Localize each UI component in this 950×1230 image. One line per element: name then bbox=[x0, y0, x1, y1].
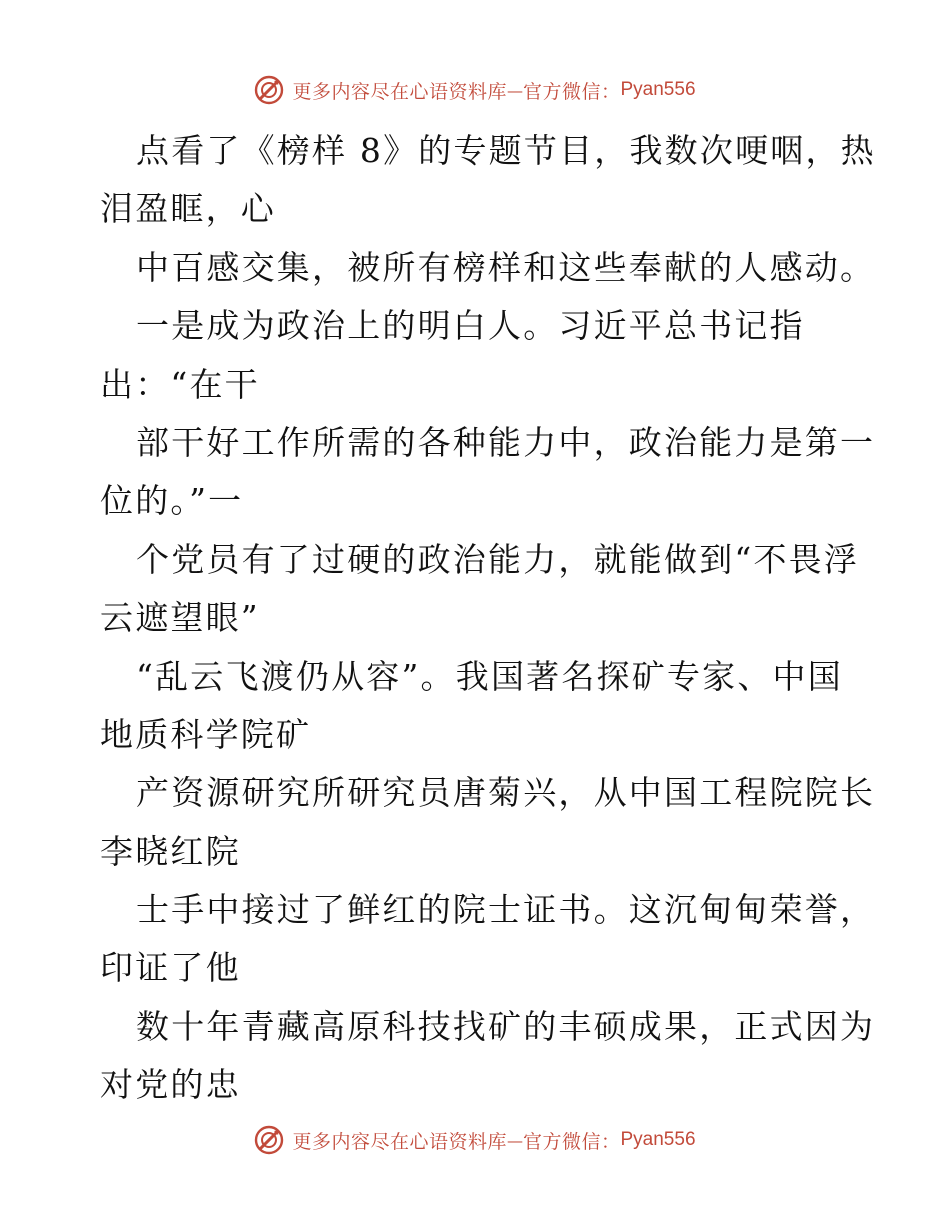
body-line: 地质科学院矿 bbox=[100, 714, 312, 754]
body-line: 部干好工作所需的各种能力中，政治能力是第一 bbox=[136, 422, 876, 462]
wechat-id: Pyan556 bbox=[620, 1129, 696, 1150]
banner-separator: — bbox=[506, 80, 523, 100]
body-line: 一是成为政治上的明白人。习近平总书记指 bbox=[136, 306, 805, 346]
page-footer-banner bbox=[0, 1120, 950, 1160]
body-line: 对党的忠 bbox=[100, 1065, 241, 1105]
body-line: 印证了他 bbox=[100, 948, 241, 988]
body-line: 李晓红院 bbox=[100, 831, 241, 871]
body-line: 点看了《榜样 8》的专题节目，我数次哽咽，热 bbox=[136, 131, 876, 170]
body-line: 个党员有了过硬的政治能力，就能做到“不畏浮 bbox=[136, 539, 860, 579]
body-line: 产资源研究所研究员唐菊兴，从中国工程院院长 bbox=[136, 773, 876, 813]
brand-logo-icon bbox=[254, 1125, 284, 1155]
body-line: 数十年青藏高原科技找矿的丰硕成果，正式因为 bbox=[136, 1006, 876, 1046]
banner-text: 更多内容尽在心语资料库 bbox=[292, 1130, 507, 1153]
body-line: 位的。”一 bbox=[100, 481, 244, 521]
document-body bbox=[100, 122, 876, 1115]
brand-logo-icon bbox=[254, 75, 284, 105]
banner-text: 更多内容尽在心语资料库 bbox=[292, 80, 507, 103]
banner-separator: — bbox=[506, 1130, 523, 1150]
wechat-label: 官方微信： bbox=[522, 80, 621, 103]
wechat-label: 官方微信： bbox=[522, 1130, 621, 1153]
body-line: 云遮望眼” bbox=[100, 598, 260, 638]
body-line: “乱云飞渡仍从容”。我国著名探矿专家、中国 bbox=[136, 656, 843, 696]
wechat-id: Pyan556 bbox=[620, 79, 696, 100]
body-line: 士手中接过了鲜红的院士证书。这沉甸甸荣誉， bbox=[136, 890, 876, 930]
body-line: 泪盈眶，心 bbox=[100, 189, 276, 229]
page-header-banner bbox=[0, 70, 950, 110]
body-line: 中百感交集，被所有榜样和这些奉献的人感动。 bbox=[136, 247, 876, 287]
body-line: 出：“在干 bbox=[100, 364, 260, 404]
